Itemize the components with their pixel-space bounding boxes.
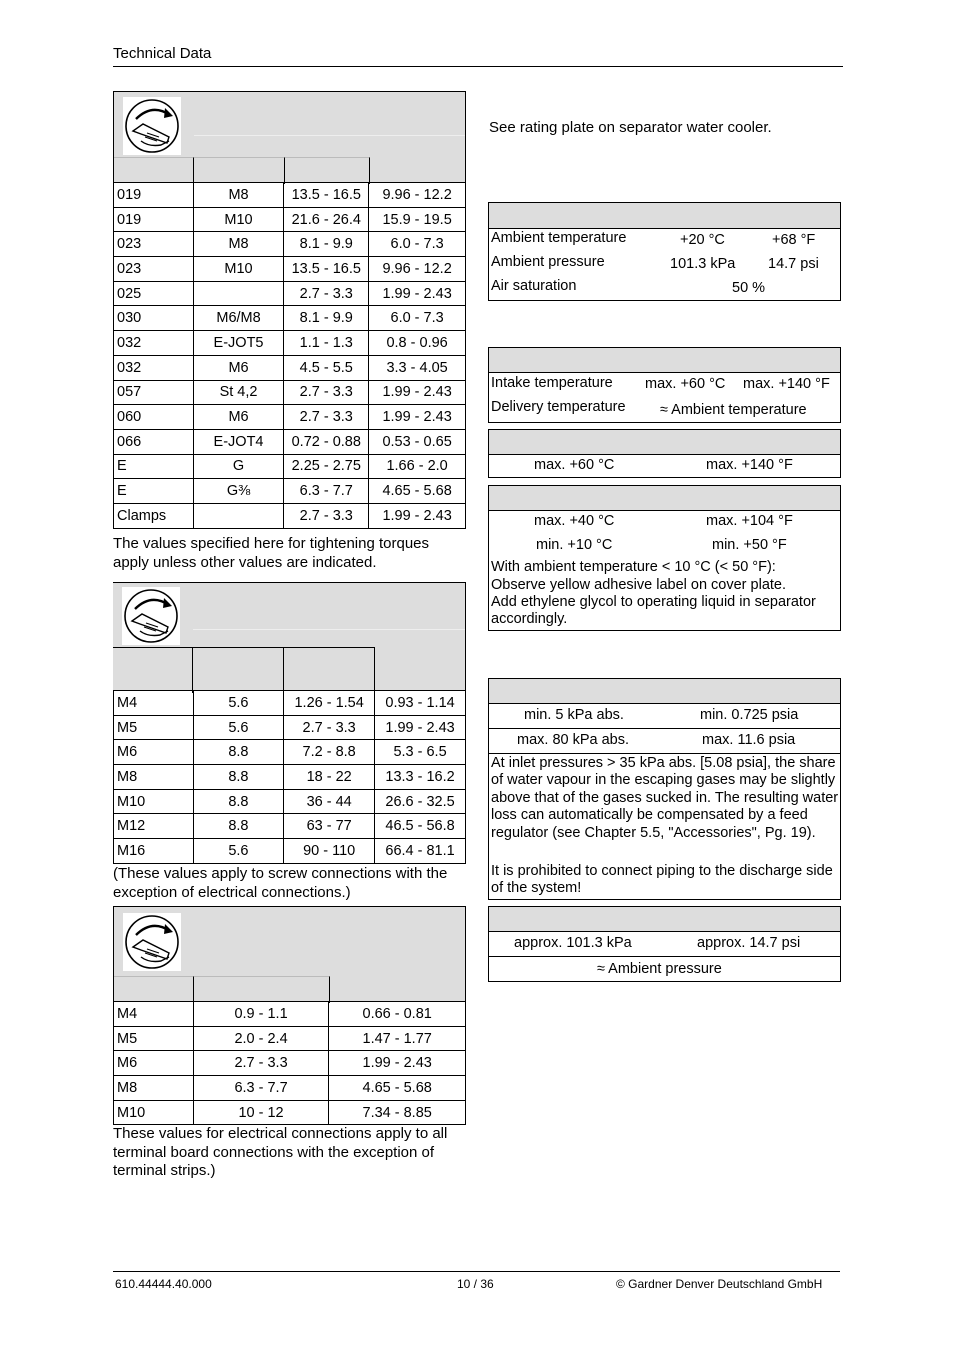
table-row: 023 M10 13.5 - 16.5 9.96 - 12.2 [114,257,466,282]
ambient-conditions-box [488,202,841,301]
torque-table-2 [113,690,466,864]
torque-table-2-header [113,582,466,691]
table-row: E G 2.25 - 2.75 1.66 - 2.0 [114,454,466,479]
torque-table-3-note: These values for electrical connections apply to all terminal board connections with the exception of terminal strips.) [113,1125,448,1179]
max-temp-f: max. +140 °F [706,457,793,473]
table-row: 032 M6 4.5 - 5.5 3.3 - 4.05 [114,355,466,380]
ambient-pressure-label: Ambient pressure [491,254,605,270]
footer-rule [113,1271,840,1272]
discharge-ambient: ≈ Ambient pressure [597,961,722,977]
ambient-range-box [488,485,841,631]
table-row: M4 0.9 - 1.1 0.66 - 0.81 [114,1002,466,1027]
section-header-bar [489,679,840,704]
header-cell [194,976,330,1003]
section-header-bar [489,430,840,455]
section-header-bar [489,348,840,373]
row-divider [489,956,840,957]
delivery-temp-label: Delivery temperature [491,399,626,415]
torque-table-1-header [113,91,466,183]
header-cell [113,647,193,693]
table-row: M12 8.8 63 - 77 46.5 - 56.8 [114,814,466,839]
header-rule [113,66,843,67]
section-header-bar [489,907,840,932]
intake-temp-f: max. +140 °F [743,376,830,392]
discharge-kpa: approx. 101.3 kPa [514,935,632,951]
air-saturation-label: Air saturation [491,278,577,294]
table-row: M10 10 - 12 7.34 - 8.85 [114,1100,466,1125]
inlet-min-psi: min. 0.725 psia [700,707,799,723]
table-row: 019 M10 21.6 - 26.4 15.9 - 19.5 [114,207,466,232]
row-divider [489,728,840,729]
water-vapour-note: At inlet pressures > 35 kPa abs. [5.08 psia], the share of water vapour in the escaping gases may be slightly above that of the gases sucked in. The resulting water loss can automatically be compensated by a feed regulator (see Chapter 5.5, "Accessories", Pg. 19). [491,755,839,841]
ambient-pressure-kpa: 101.3 kPa [670,256,736,272]
ethylene-glycol-note: Add ethylene glycol to operating liquid in separator accordingly. [491,594,816,628]
yellow-label-note: Observe yellow adhesive label on cover plate. [491,577,786,593]
table-row: 023 M8 8.1 - 9.9 6.0 - 7.3 [114,232,466,257]
inlet-min-kpa: min. 5 kPa abs. [524,707,624,723]
header-cell [284,647,375,693]
table-row: 030 M6/M8 8.1 - 9.9 6.0 - 7.3 [114,306,466,331]
discharge-piping-warning: It is prohibited to connect piping to the discharge side of the system! [491,863,833,897]
ambient-min-c: min. +10 °C [536,537,613,553]
page-header-title: Technical Data [113,45,212,62]
max-temperature-box [488,429,841,478]
table-row: M6 2.7 - 3.3 1.99 - 2.43 [114,1051,466,1076]
intake-temp-c: max. +60 °C [645,376,726,392]
table-row: M8 8.8 18 - 22 13.3 - 16.2 [114,765,466,790]
header-divider [194,135,465,136]
header-cell [285,157,370,184]
table-row: 060 M6 2.7 - 3.3 1.99 - 2.43 [114,405,466,430]
gas-temperature-box [488,347,841,423]
air-saturation-value: 50 % [732,280,766,296]
table-row: 019 M8 13.5 - 16.5 9.96 - 12.2 [114,183,466,208]
inlet-max-kpa: max. 80 kPa abs. [517,732,630,748]
torque-table-3-header [113,906,466,1002]
ambient-pressure-psi: 14.7 psi [768,256,819,272]
wrench-hand-icon [122,587,180,645]
inlet-max-psi: max. 11.6 psia [702,732,796,748]
max-temp-c: max. +60 °C [534,457,615,473]
row-divider [489,753,840,754]
torque-table-1 [113,182,466,529]
torque-table-1-note: The values specified here for tightening torques apply unless other values are indicated. [113,535,430,571]
header-cell [194,157,285,184]
torque-table-2-note: (These values apply to screw connections with the exception of electrical connections.) [113,865,448,901]
header-cell [114,157,194,184]
table-row: M5 5.6 2.7 - 3.3 1.99 - 2.43 [114,715,466,740]
ambient-temp-label: Ambient temperature [491,230,627,246]
header-cell [193,647,284,693]
table-row: M5 2.0 - 2.4 1.47 - 1.77 [114,1026,466,1051]
low-temp-note: With ambient temperature < 10 °C (< 50 °F): [491,559,776,575]
footer-page-number: 10 / 36 [457,1277,494,1291]
wrench-hand-icon [123,913,181,971]
table-row: 057 St 4,2 2.7 - 3.3 1.99 - 2.43 [114,380,466,405]
table-row: M6 8.8 7.2 - 8.8 5.3 - 6.5 [114,740,466,765]
discharge-pressure-box [488,906,841,982]
torque-table-3 [113,1001,466,1125]
table-row: M4 5.6 1.26 - 1.54 0.93 - 1.14 [114,691,466,716]
footer-doc-number: 610.44444.40.000 [115,1277,212,1291]
section-header-bar [489,203,840,229]
table-row: 032 E-JOT5 1.1 - 1.3 0.8 - 0.96 [114,331,466,356]
ambient-temp-c: +20 °C [680,232,725,248]
table-row: M16 5.6 90 - 110 66.4 - 81.1 [114,839,466,864]
intake-temp-label: Intake temperature [491,375,613,391]
header-cell [114,976,194,1003]
rating-plate-note: See rating plate on separator water cooler. [489,119,772,136]
table-row: E G⅜ 6.3 - 7.7 4.65 - 5.68 [114,479,466,504]
ambient-max-c: max. +40 °C [534,513,615,529]
section-header-bar [489,486,840,511]
footer-copyright: © Gardner Denver Deutschland GmbH [616,1277,823,1291]
table-row: M10 8.8 36 - 44 26.6 - 32.5 [114,789,466,814]
inlet-pressure-box [488,678,841,900]
table-row: 066 E-JOT4 0.72 - 0.88 0.53 - 0.65 [114,429,466,454]
table-row: 025 2.7 - 3.3 1.99 - 2.43 [114,281,466,306]
wrench-hand-icon [123,97,181,155]
delivery-temp-value: ≈ Ambient temperature [660,402,807,418]
ambient-min-f: min. +50 °F [712,537,787,553]
ambient-temp-f: +68 °F [772,232,816,248]
table-row: Clamps 2.7 - 3.3 1.99 - 2.43 [114,503,466,528]
table-row: M8 6.3 - 7.7 4.65 - 5.68 [114,1076,466,1101]
ambient-max-f: max. +104 °F [706,513,793,529]
header-divider [193,629,465,630]
discharge-psi: approx. 14.7 psi [697,935,801,951]
